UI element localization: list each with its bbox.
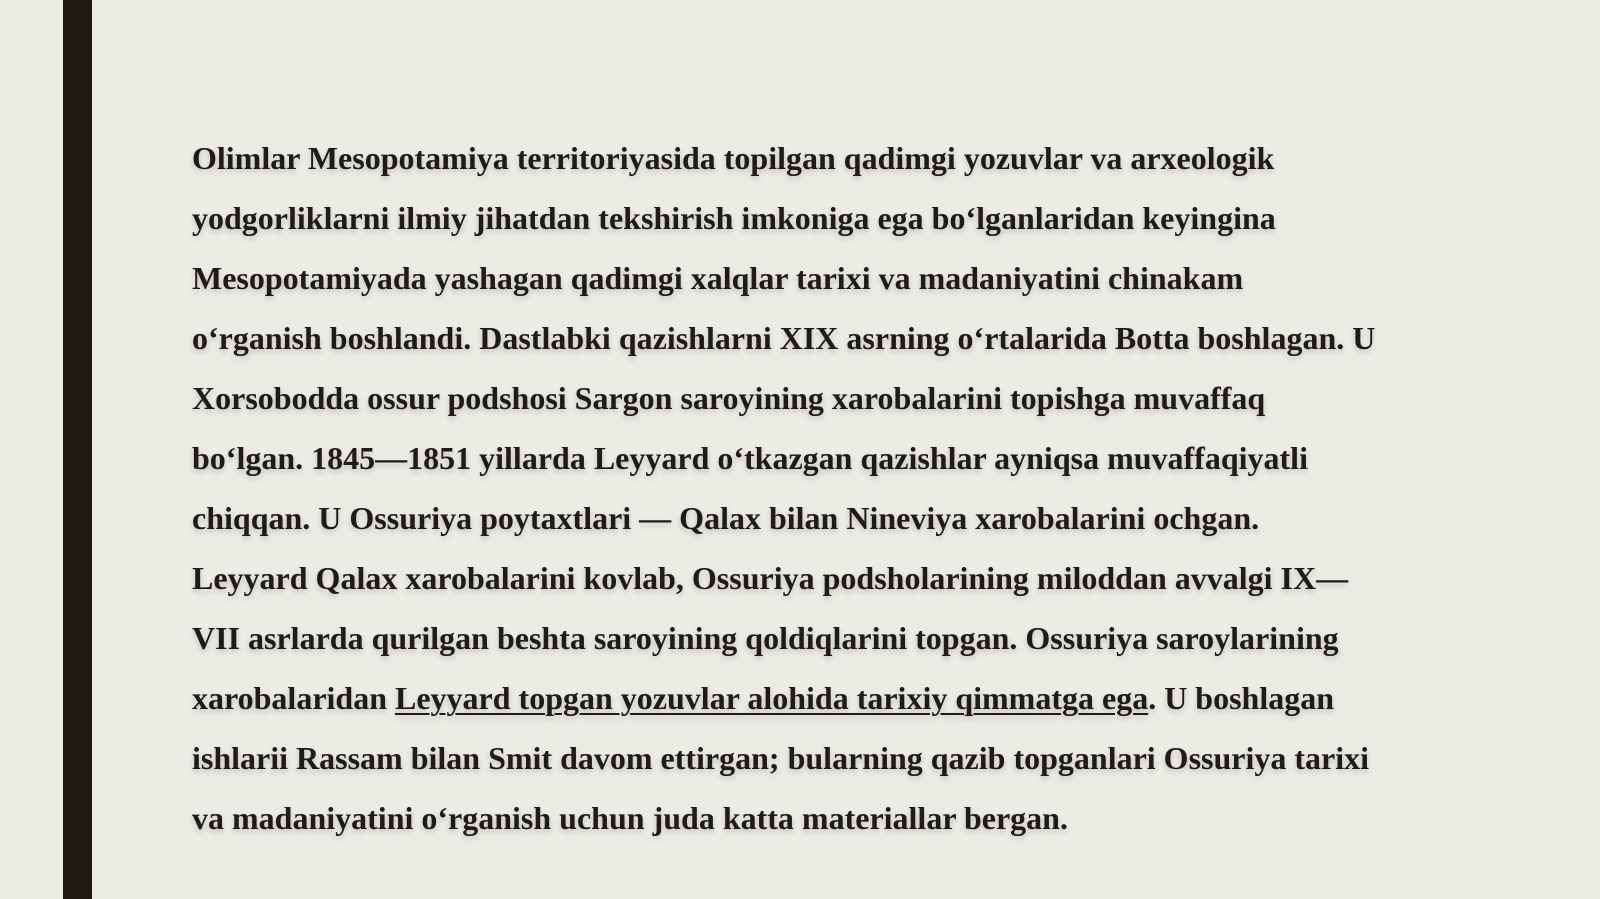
accent-bar <box>63 0 92 899</box>
paragraph-line: Xorsobodda ossur podshosi Sargon saroyining xarobalarini topishga muvaffaq <box>192 380 1266 416</box>
paragraph-line: Leyyard Qalax xarobalarini kovlab, Ossuriya podsholarining miloddan avvalgi IX— <box>192 560 1349 596</box>
paragraph-line: Olimlar Mesopotamiya territoriyasida topilgan qadimgi yozuvlar va arxeologik <box>192 140 1275 176</box>
paragraph-line: yodgorliklarni ilmiy jihatdan tekshirish imkoniga ega bo‘lganlaridan keyingina <box>192 200 1276 236</box>
paragraph-line-with-highlight <box>192 668 1452 728</box>
paragraph-line: va madaniyatini o‘rganish uchun juda katta materiallar bergan. <box>192 800 1068 836</box>
line-text-after: . U boshlagan <box>1148 680 1335 716</box>
body-paragraph <box>192 128 1452 848</box>
paragraph-line: bo‘lgan. 1845—1851 yillarda Leyyard o‘tkazgan qazishlar ayniqsa muvaffaqiyatli <box>192 440 1308 476</box>
line-text-before: xarobalaridan <box>192 680 395 716</box>
paragraph-line: chiqqan. U Ossuriya poytaxtlari — Qalax bilan Nineviya xarobalarini ochgan. <box>192 500 1260 536</box>
paragraph-line: Mesopotamiyada yashagan qadimgi xalqlar tarixi va madaniyatini chinakam <box>192 260 1244 296</box>
paragraph-line: o‘rganish boshlandi. Dastlabki qazishlarni XIX asrning o‘rtalarida Botta boshlagan. U <box>192 320 1376 356</box>
paragraph-line: ishlarii Rassam bilan Smit davom ettirgan; bularning qazib topganlari Ossuriya tarixi <box>192 740 1369 776</box>
underlined-phrase: Leyyard topgan yozuvlar alohida tarixiy qimmatga ega <box>395 680 1149 716</box>
paragraph-line: VII asrlarda qurilgan beshta saroyining qoldiqlarini topgan. Ossuriya saroylarining <box>192 620 1339 656</box>
